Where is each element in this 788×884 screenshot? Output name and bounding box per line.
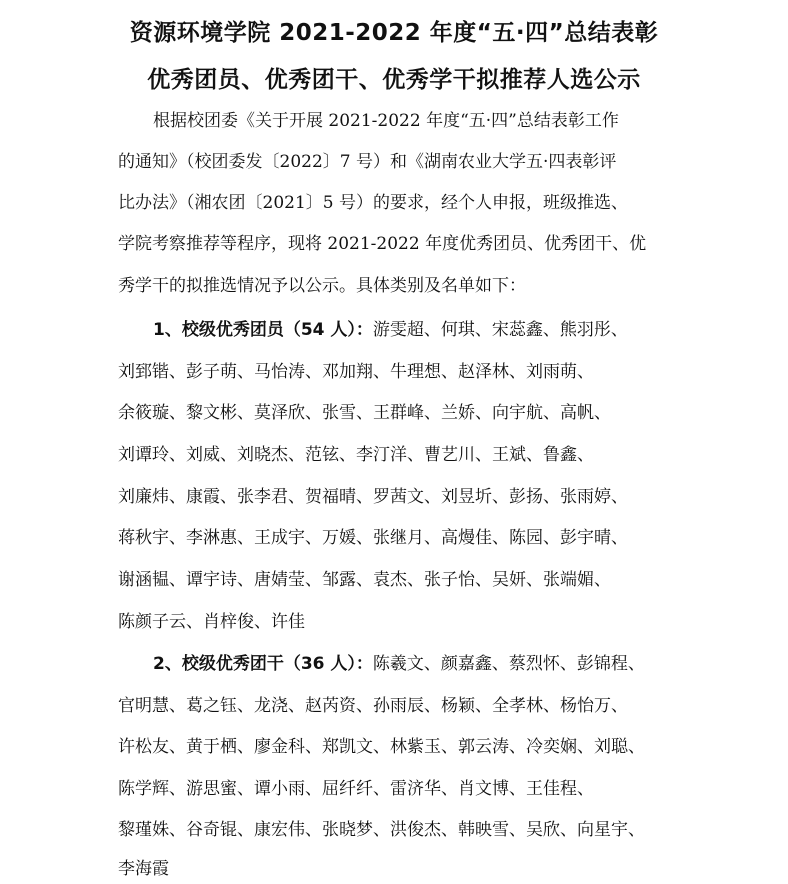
name-list-line: 陈颜子云、肖梓俊、许佳 — [118, 612, 305, 632]
name-list-text: 游雯超、何琪、宋蕊鑫、熊羽彤、 — [372, 320, 628, 340]
name-list-line: 许松友、黄于栖、廖金科、郑凯文、林紫玉、郭云涛、冷奕娴、刘聪、 — [118, 737, 645, 757]
intro-line: 的通知》（校团委发〔2022〕7 号）和《湖南农业大学五·四表彰评 — [118, 152, 617, 172]
intro-line: 根据校团委《关于开展 2021-2022 年度“五·四”总结表彰工作 — [153, 111, 619, 131]
intro-line: 秀学干的拟推选情况予以公示。具体类别及名单如下： — [118, 276, 526, 296]
page-title-line-1: 资源环境学院 2021-2022 年度“五·四”总结表彰 — [129, 20, 659, 46]
name-list-line: 刘谭玲、刘威、刘晓杰、范铉、李汀洋、曹艺川、王斌、鲁鑫、 — [118, 445, 594, 465]
section-1-first-line — [153, 318, 678, 342]
section-2-first-line — [153, 652, 678, 676]
name-list-line: 黎瑾姝、谷奇锟、康宏伟、张晓梦、洪俊杰、韩映雪、吴欣、向星宇、 — [118, 820, 645, 840]
section-2-heading: 2、校级优秀团干（36 人）： — [153, 654, 373, 674]
intro-line: 学院考察推荐等程序，现将 2021-2022 年度优秀团员、优秀团干、优 — [118, 234, 647, 254]
name-list-line: 陈学辉、游思蜜、谭小雨、屈纤纤、雷济华、肖文博、王佳程、 — [118, 779, 594, 799]
name-list-line: 官明慧、葛之钰、龙浇、赵芮资、孙雨辰、杨颖、全孝林、杨怡万、 — [118, 696, 628, 716]
page-title-line-2: 优秀团员、优秀团干、优秀学干拟推荐人选公示 — [147, 67, 641, 93]
section-1-heading: 1、校级优秀团员（54 人）： — [153, 320, 373, 340]
name-list-line: 谢涵韫、谭宇诗、唐婧莹、邹露、袁杰、张子怡、吴妍、张端媚、 — [118, 570, 611, 590]
name-list-line: 刘廉炜、康霞、张李君、贺福晴、罗茜文、刘昱圻、彭扬、张雨婷、 — [118, 487, 628, 507]
name-list-line: 余筱璇、黎文彬、莫泽欣、张雪、王群峰、兰娇、向宇航、高帆、 — [118, 403, 611, 423]
intro-line: 比办法》（湘农团〔2021〕5 号）的要求，经个人申报，班级推选、 — [118, 193, 628, 213]
name-list-text: 陈羲文、颜嘉鑫、蔡烈怀、彭锦程、 — [372, 654, 645, 674]
name-list-line: 李海霞 — [118, 859, 169, 879]
name-list-line: 刘郅锴、彭子萌、马怡涛、邓加翔、牛理想、赵泽林、刘雨萌、 — [118, 362, 594, 382]
name-list-line: 蒋秋宇、李淋惠、王成宇、万媛、张继月、高熳佳、陈园、彭宇晴、 — [118, 528, 628, 548]
